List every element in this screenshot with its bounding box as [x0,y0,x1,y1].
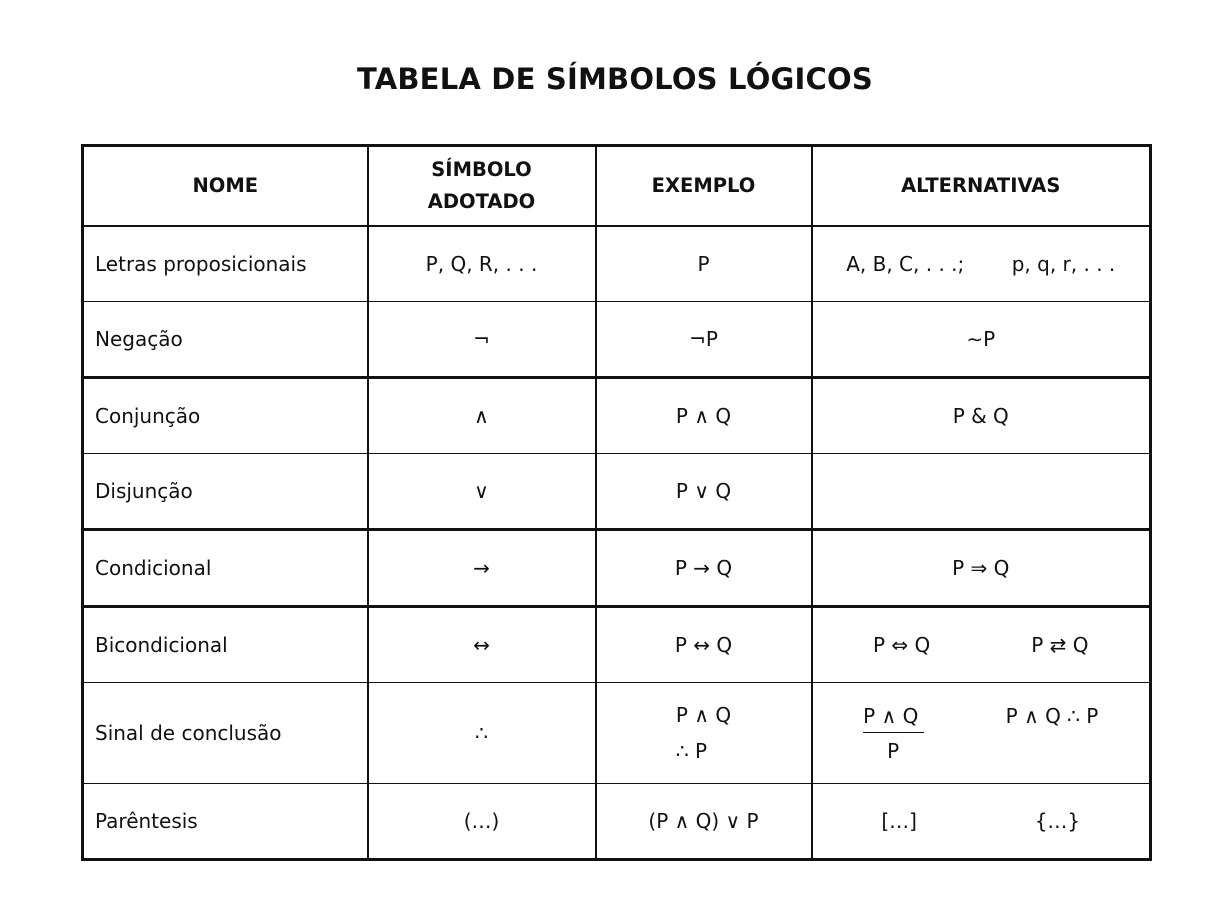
header-simbolo-line2: ADOTADO [427,190,536,213]
table-row [83,607,1151,683]
cell-alternativas [812,226,1151,302]
table-row [83,683,1151,784]
cell-alternativas [812,784,1151,860]
table-row [83,378,1151,454]
header-simbolo-line1: SÍMBOLO [431,158,532,181]
header-simbolo [368,146,596,227]
header-alternativas: ALTERNATIVAS [812,146,1151,227]
alt-lowercase: p, q, r, . . . [1011,252,1116,276]
alt-fraction-numerator: P ∧ Q [863,704,924,733]
cell-exemplo: ¬P [596,302,812,378]
cell-nome: Condicional [83,530,368,607]
cell-simbolo: P, Q, R, . . . [368,226,596,302]
cell-exemplo: P [596,226,812,302]
header-exemplo: EXEMPLO [596,146,812,227]
cell-exemplo: P → Q [596,530,812,607]
cell-nome: Negação [83,302,368,378]
cell-nome: Parêntesis [83,784,368,860]
cell-simbolo: ∨ [368,454,596,530]
cell-alternativas: P & Q [812,378,1151,454]
cell-nome: Disjunção [83,454,368,530]
cell-alternativas [812,454,1151,530]
cell-nome: Conjunção [83,378,368,454]
header-nome: NOME [83,146,368,227]
cell-simbolo: (…) [368,784,596,860]
cell-alternativas [812,607,1151,683]
logic-symbols-table [81,144,1152,861]
cell-simbolo: → [368,530,596,607]
cell-alternativas: ∼P [812,302,1151,378]
alt-curly-braces: {…} [1034,809,1081,833]
alt-inline-conclusion: P ∧ Q ∴ P [1005,703,1099,728]
alt-uppercase: A, B, C, . . .; [846,252,965,276]
alt-double-arrow: P ⇔ Q [872,633,931,657]
exemplo-premise: P ∧ Q [675,703,732,727]
page-title: TABELA DE SÍMBOLOS LÓGICOS [357,62,873,96]
alt-fraction-denominator: P [887,738,900,763]
table-header-row [83,146,1151,227]
alt-exchange-arrow: P ⇄ Q [1031,633,1089,657]
alt-fraction [863,704,924,763]
cell-exemplo: P ∧ Q [596,378,812,454]
cell-alternativas: P ⇒ Q [812,530,1151,607]
cell-exemplo [596,683,812,784]
alt-square-brackets: […] [881,809,917,833]
cell-alternativas [812,683,1151,784]
cell-exemplo: (P ∧ Q) ∨ P [596,784,812,860]
cell-simbolo: ↔ [368,607,596,683]
cell-simbolo: ∧ [368,378,596,454]
table-row [83,530,1151,607]
cell-simbolo: ¬ [368,302,596,378]
cell-nome: Letras proposicionais [83,226,368,302]
cell-exemplo: P ∨ Q [596,454,812,530]
cell-nome: Bicondicional [83,607,368,683]
table-row [83,302,1151,378]
table-row [83,226,1151,302]
cell-nome: Sinal de conclusão [83,683,368,784]
exemplo-conclusion: ∴ P [675,739,708,763]
table-row [83,454,1151,530]
table-row [83,784,1151,860]
cell-exemplo: P ↔ Q [596,607,812,683]
cell-simbolo: ∴ [368,683,596,784]
